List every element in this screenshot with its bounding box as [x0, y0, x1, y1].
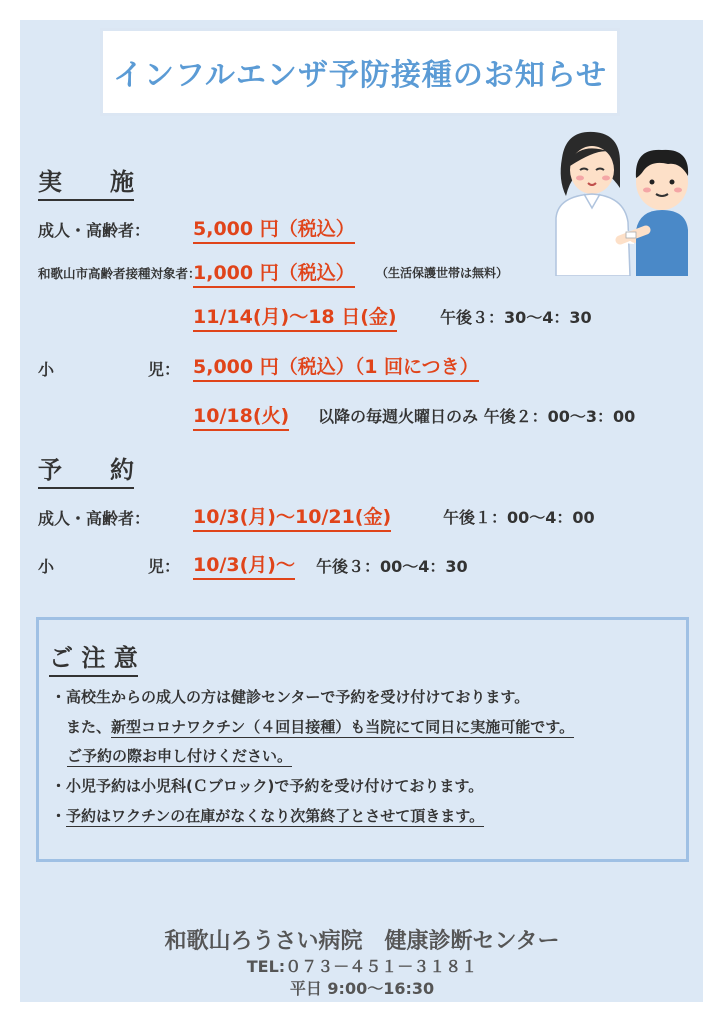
reservation-child-label-start: 小	[38, 557, 55, 576]
notice-line-1: ・高校生からの成人の方は健診センターで予約を受け付けております。	[51, 688, 530, 706]
nurse-vaccinating-illustration	[548, 126, 694, 276]
hospital-tel: TEL:０７３－４５１－３１８１	[246, 957, 478, 976]
notice-line-5-prefix: ・	[51, 807, 67, 825]
child-period: 10/18(火)	[193, 401, 289, 431]
adult-time: 午後３：30～4：30	[440, 308, 592, 327]
reservation-adult-period: 10/3(月)～10/21(金)	[193, 502, 391, 532]
notice-line-2-prefix: また、	[51, 718, 112, 736]
notice-line-4: ・小児予約は小児科(Ｃブロック)で予約を受け付けております。	[51, 777, 484, 795]
adult-price: 5,000 円（税込）	[193, 214, 355, 244]
hospital-name: 和歌山ろうさい病院 健康診断センター	[164, 929, 560, 954]
hospital-hours: 平日 9:00～16:30	[289, 979, 435, 998]
notice-line-2-underlined: 新型コロナワクチン（４回目接種）も当院にて同日に実施可能です。	[111, 718, 575, 736]
child-price: 5,000 円（税込）（1 回につき）	[193, 352, 479, 382]
notice-line-5	[51, 805, 484, 826]
reservation-adult-time: 午後１：00～4：00	[443, 508, 595, 527]
reservation-heading: 予 約	[38, 450, 134, 489]
notice-line-3	[67, 745, 292, 766]
reservation-adult-label: 成人・高齢者：	[38, 509, 151, 528]
reservation-child-time: 午後３：00～4：30	[316, 557, 468, 576]
adult-period: 11/14(月)～18 日(金)	[193, 302, 397, 332]
city-elderly-note: （生活保護世帯は無料）	[376, 266, 509, 280]
adult-label: 成人・高齢者：	[38, 221, 151, 240]
city-elderly-label: 和歌山市高齢者接種対象者：	[38, 266, 201, 281]
reservation-child-period: 10/3(月)～	[193, 550, 295, 580]
notice-title: ご 注 意	[49, 638, 138, 677]
notice-line-3-text: ご予約の際お申し付けください。	[67, 747, 293, 765]
notice-line-5-underlined: 予約はワクチンの在庫がなくなり次第終了とさせて頂きます。	[66, 807, 485, 825]
child-time: 以降の毎週火曜日のみ 午後２：00～3：00	[318, 407, 636, 426]
child-label-end: 児：	[148, 360, 181, 379]
notice-line-2	[51, 716, 574, 737]
child-label-start: 小	[38, 360, 55, 379]
title-box	[100, 28, 620, 116]
page-title: インフルエンザ予防接種のお知らせ	[113, 58, 607, 93]
city-elderly-price: 1,000 円（税込）	[193, 258, 355, 288]
notice-box	[36, 617, 689, 862]
implementation-heading: 実 施	[38, 162, 134, 201]
reservation-child-label-end: 児：	[148, 557, 181, 576]
